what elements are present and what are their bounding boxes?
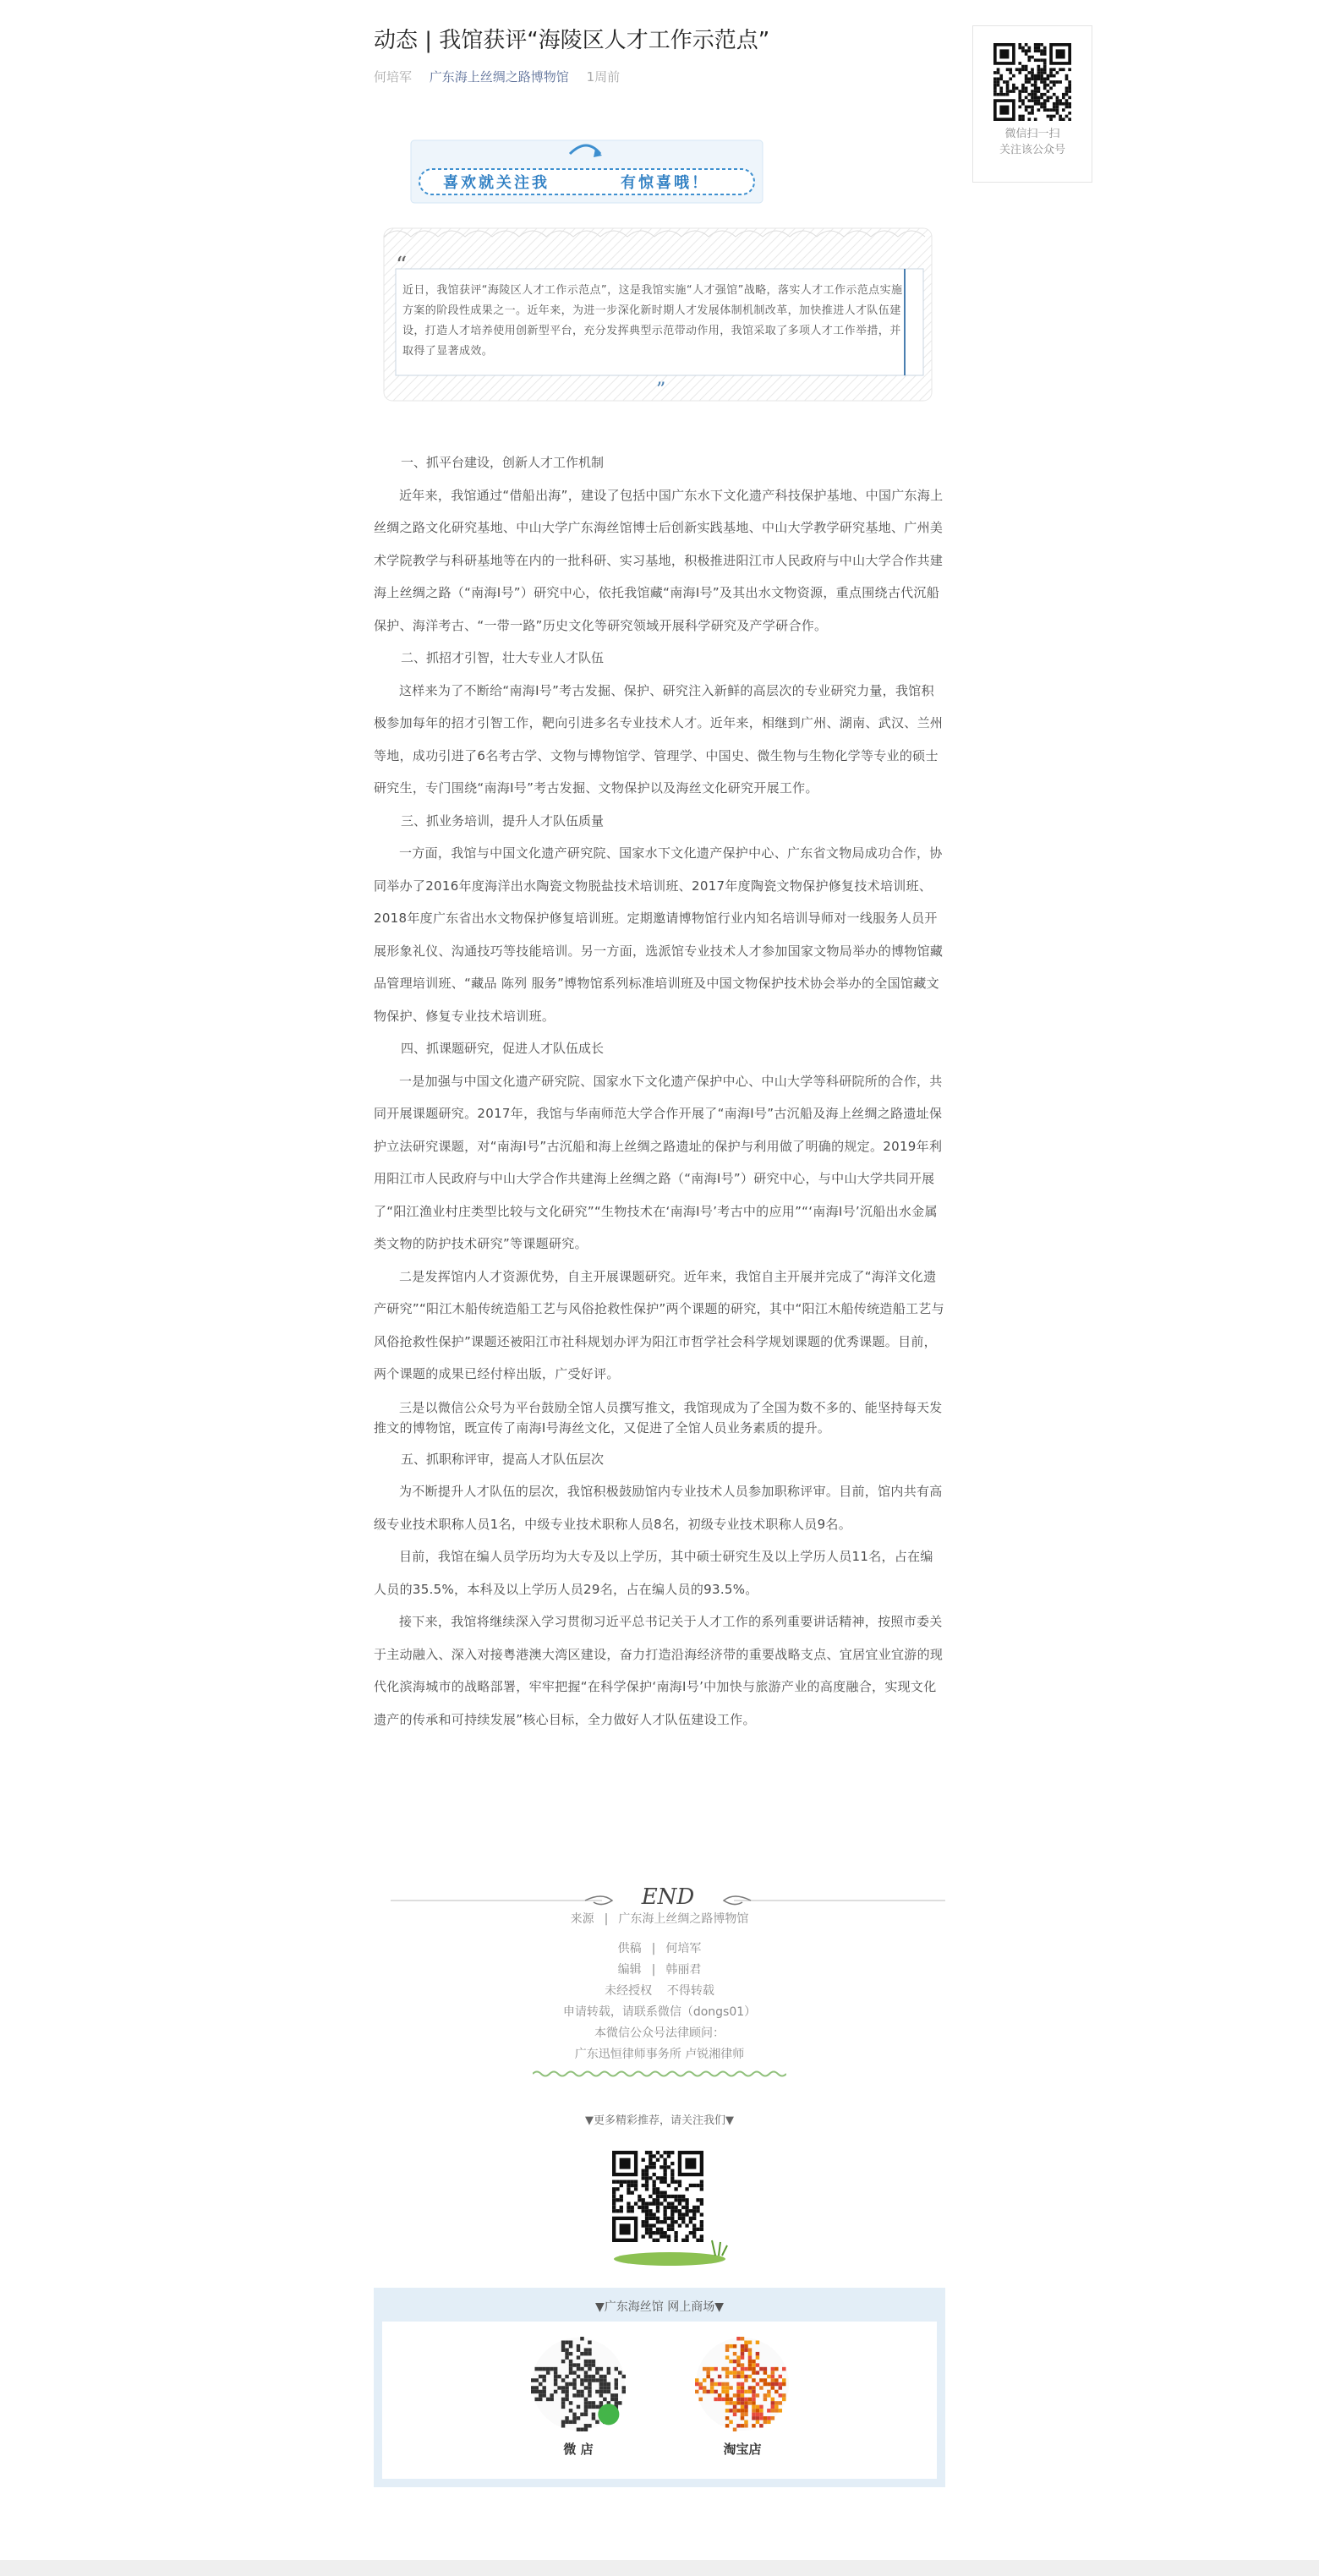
section-paragraph: 一方面，我馆与中国文化遗产研究院、国家水下文化遗产保护中心、广东省文物局成功合作，协同举办了2016年度海洋出水陶瓷文物脱盐技术培训班、2017年度陶瓷文物保护修复技术培训班、2018年度广东省出水文物保护修复培训班。定期邀请博物馆行业内知名培训导师对一线服务人员开展形象礼仪、沟通技巧等技能培训。另一方面，选派馆专业技术人才参加国家文物局举办的博物馆藏品管理培训班、“藏品 陈列 服务”博物馆系列标准培训班及中国文物保护技术协会举办的全国馆藏文物保护、修复专业技术培训班。 — [374, 845, 944, 1024]
follow-banner — [409, 135, 764, 208]
section-heading: 五、抓职称评审，提高人才队伍层次 — [401, 1451, 605, 1467]
quote-text: 近日，我馆获评“海陵区人才工作示范点”，这是我馆实施“人才强馆”战略，落实人才工作示范点实施方案的阶段性成果之一。近年来，为进一步深化新时期人才发展体制机制改革，加快推进人才队伍建设，打造人才培养使用创新型平台，充分发挥典型示范带动作用，我馆采取了多项人才工作举措，并取得了显著成效。 — [402, 284, 903, 358]
qr-code-icon — [993, 43, 1071, 121]
banner-left-text: 喜欢就关注我 — [443, 174, 550, 192]
grass-decoration-icon — [610, 2232, 729, 2266]
publish-time: 1周前 — [586, 69, 621, 85]
article-meta — [374, 68, 945, 85]
section-paragraph: 近年来，我馆通过“借船出海”，建设了包括中国广东水下文化遗产科技保护基地、中国广东海上丝绸之路文化研究基地、中山大学广东海丝馆博士后创新实践基地、中山大学教学研究基地、广州美术学院教学与科研基地等在内的一批科研、实习基地，积极推进阳江市人民政府与中山大学合作共建海上丝绸之路（“南海Ⅰ号”）研究中心，依托我馆藏“南海Ⅰ号”及其出水文物资源，重点围绕古代沉船保护、海洋考古、“一带一路”历史文化等研究领域开展科学研究及产学研合作。 — [374, 487, 944, 633]
wechat-badge-icon — [598, 2404, 619, 2425]
section-paragraph: 三是以微信公众号为平台鼓励全馆人员撰写推文，我馆现成为了全国为数不多的、能坚持每天发推文的博物馆，既宣传了南海Ⅰ号海丝文化，又促进了全馆人员业务素质的提升。 — [374, 1399, 943, 1436]
taobao-store[interactable] — [692, 2337, 793, 2458]
section-paragraph: 接下来，我馆将继续深入学习贯彻习近平总书记关于人才工作的系列重要讲话精神，按照市委关于主动融入、深入对接粤港澳大湾区建设，奋力打造沿海经济带的重要战略支点、宜居宜业宜游的现代化滨海城市的战略部署，牢牢把握“在科学保护‘南海Ⅰ号’中加快与旅游产业的高度融合，实现文化遗产的传承和可持续发展”核心目标，全力做好人才队伍建设工作。 — [374, 1614, 944, 1727]
page-footer-strip — [0, 2560, 1319, 2576]
no-repost: 不得转载 — [666, 1984, 714, 1998]
banner-right-text: 有惊喜哦！ — [621, 174, 709, 192]
shop-title: ▼广东海丝馆 网上商场▼ — [595, 2300, 724, 2314]
article-title: 动态 | 我馆获评“海陵区人才工作示范点” — [374, 28, 770, 53]
article-body — [374, 446, 945, 1736]
no-auth: 未经授权 — [605, 1984, 653, 1998]
source-label: 来源 — [570, 1912, 594, 1926]
section-heading: 一、抓平台建设，创新人才工作机制 — [401, 455, 605, 470]
source-value: 广东海上丝绸之路博物馆 — [618, 1912, 749, 1926]
section-heading: 四、抓课题研究，促进人才队伍成长 — [401, 1041, 605, 1056]
weidian-store[interactable] — [528, 2337, 629, 2458]
qr-caption-2: 关注该公众号 — [999, 144, 1065, 156]
end-text: END — [641, 1884, 695, 1910]
section-heading: 二、抓招才引智，壮大专业人才队伍 — [401, 650, 605, 665]
qr-caption-1: 微信扫一扫 — [1004, 128, 1060, 140]
section-heading: 三、抓业务培训，提升人才队伍质量 — [401, 812, 605, 829]
section-paragraph: 二是发挥馆内人才资源优势，自主开展课题研究。近年来，我馆自主开展并完成了“海洋文化遗产研究”“阳江木船传统造船工艺与风俗抢救性保护”两个课题的研究，其中“阳江木船传统造船工艺与风俗抢救性保护”课题还被阳江市社科规划办评为阳江市哲学社会科学规划课题的优秀课题。目前，两个课题的成果已经付梓出版，广受好评。 — [374, 1268, 944, 1381]
open-quote-icon: “ — [396, 253, 408, 278]
legal-advisor: 本微信公众号法律顾问： — [594, 2026, 725, 2040]
section-paragraph: 为不断提升人才队伍的层次，我馆积极鼓励馆内专业技术人员参加职称评审。目前，馆内共有高级专业技术职称人员1名，中级专业技术职称人员8名，初级专业技术职称人员9名。 — [374, 1484, 943, 1532]
lawyer: 广东迅恒律师事务所 卢锐湘律师 — [574, 2048, 745, 2061]
account-qr-code-icon — [612, 2151, 703, 2242]
more-recommend: ▼更多精彩推荐，请关注我们▼ — [585, 2114, 734, 2127]
author: 何培军 — [374, 69, 413, 85]
taobao-qr-code-icon — [695, 2337, 790, 2431]
account-link[interactable]: 广东海上丝绸之路博物馆 — [429, 69, 569, 85]
close-quote-icon: ” — [656, 380, 666, 401]
editor-value: 韩丽君 — [665, 1963, 702, 1977]
provider-label: 供稿 — [617, 1942, 642, 1955]
online-shop-panel — [374, 2288, 945, 2487]
wave-divider — [533, 2070, 786, 2078]
provider-value: 何培军 — [665, 1942, 702, 1955]
follow-qr-panel — [972, 25, 1092, 183]
end-divider — [391, 1879, 945, 1912]
repost-contact: 申请转载，请联系微信（dongs01） — [562, 2005, 757, 2019]
credits: 来源 | 广东海上丝绸之路博物馆 供稿 | 何培军 编辑 | 韩丽君 未经授权 不得转载 申请转载，请联系微信（dongs01） 本微信公众号法律顾问： 广东迅恒律师事务所 卢锐湘律师 — [374, 1909, 945, 2065]
taobao-label: 淘宝店 — [723, 2442, 762, 2457]
section-paragraph: 一是加强与中国文化遗产研究院、国家水下文化遗产保护中心、中山大学等科研院所的合作，共同开展课题研究。2017年，我馆与华南师范大学合作开展了“南海Ⅰ号”古沉船及海上丝绸之路遗址保护立法研究课题，对“南海Ⅰ号”古沉船和海上丝绸之路遗址的保护与利用做了明确的规定。2019年利用阳江市人民政府与中山大学合作共建海上丝绸之路（“南海Ⅰ号”）研究中心，与中山大学共同开展了“阳江渔业村庄类型比较与文化研究”“生物技术在‘南海Ⅰ号’考古中的应用”“‘南海Ⅰ号’沉船出水金属类文物的防护技术研究”等课题研究。 — [374, 1073, 943, 1251]
section-paragraph: 目前，我馆在编人员学历均为大专及以上学历，其中硕士研究生及以上学历人员11名，占在编人员的35.5%，本科及以上学历人员29名，占在编人员的93.5%。 — [374, 1549, 933, 1597]
article-header — [374, 0, 945, 85]
editor-label: 编辑 — [617, 1963, 642, 1977]
weidian-label: 微 店 — [563, 2442, 594, 2457]
section-paragraph: 这样来为了不断给“南海Ⅰ号”考古发掘、保护、研究注入新鲜的高层次的专业研究力量，我馆积极参加每年的招才引智工作，靶向引进多名专业技术人才。近年来，相继到广州、湖南、武汉、兰州等地，成功引进了6名考古学、文物与博物馆学、管理学、中国史、微生物与生物化学等专业的硕士研究生，专门围绕“南海Ⅰ号”考古发掘、文物保护以及海丝文化研究开展工作。 — [374, 682, 944, 796]
weidian-qr-code-icon — [531, 2337, 626, 2431]
